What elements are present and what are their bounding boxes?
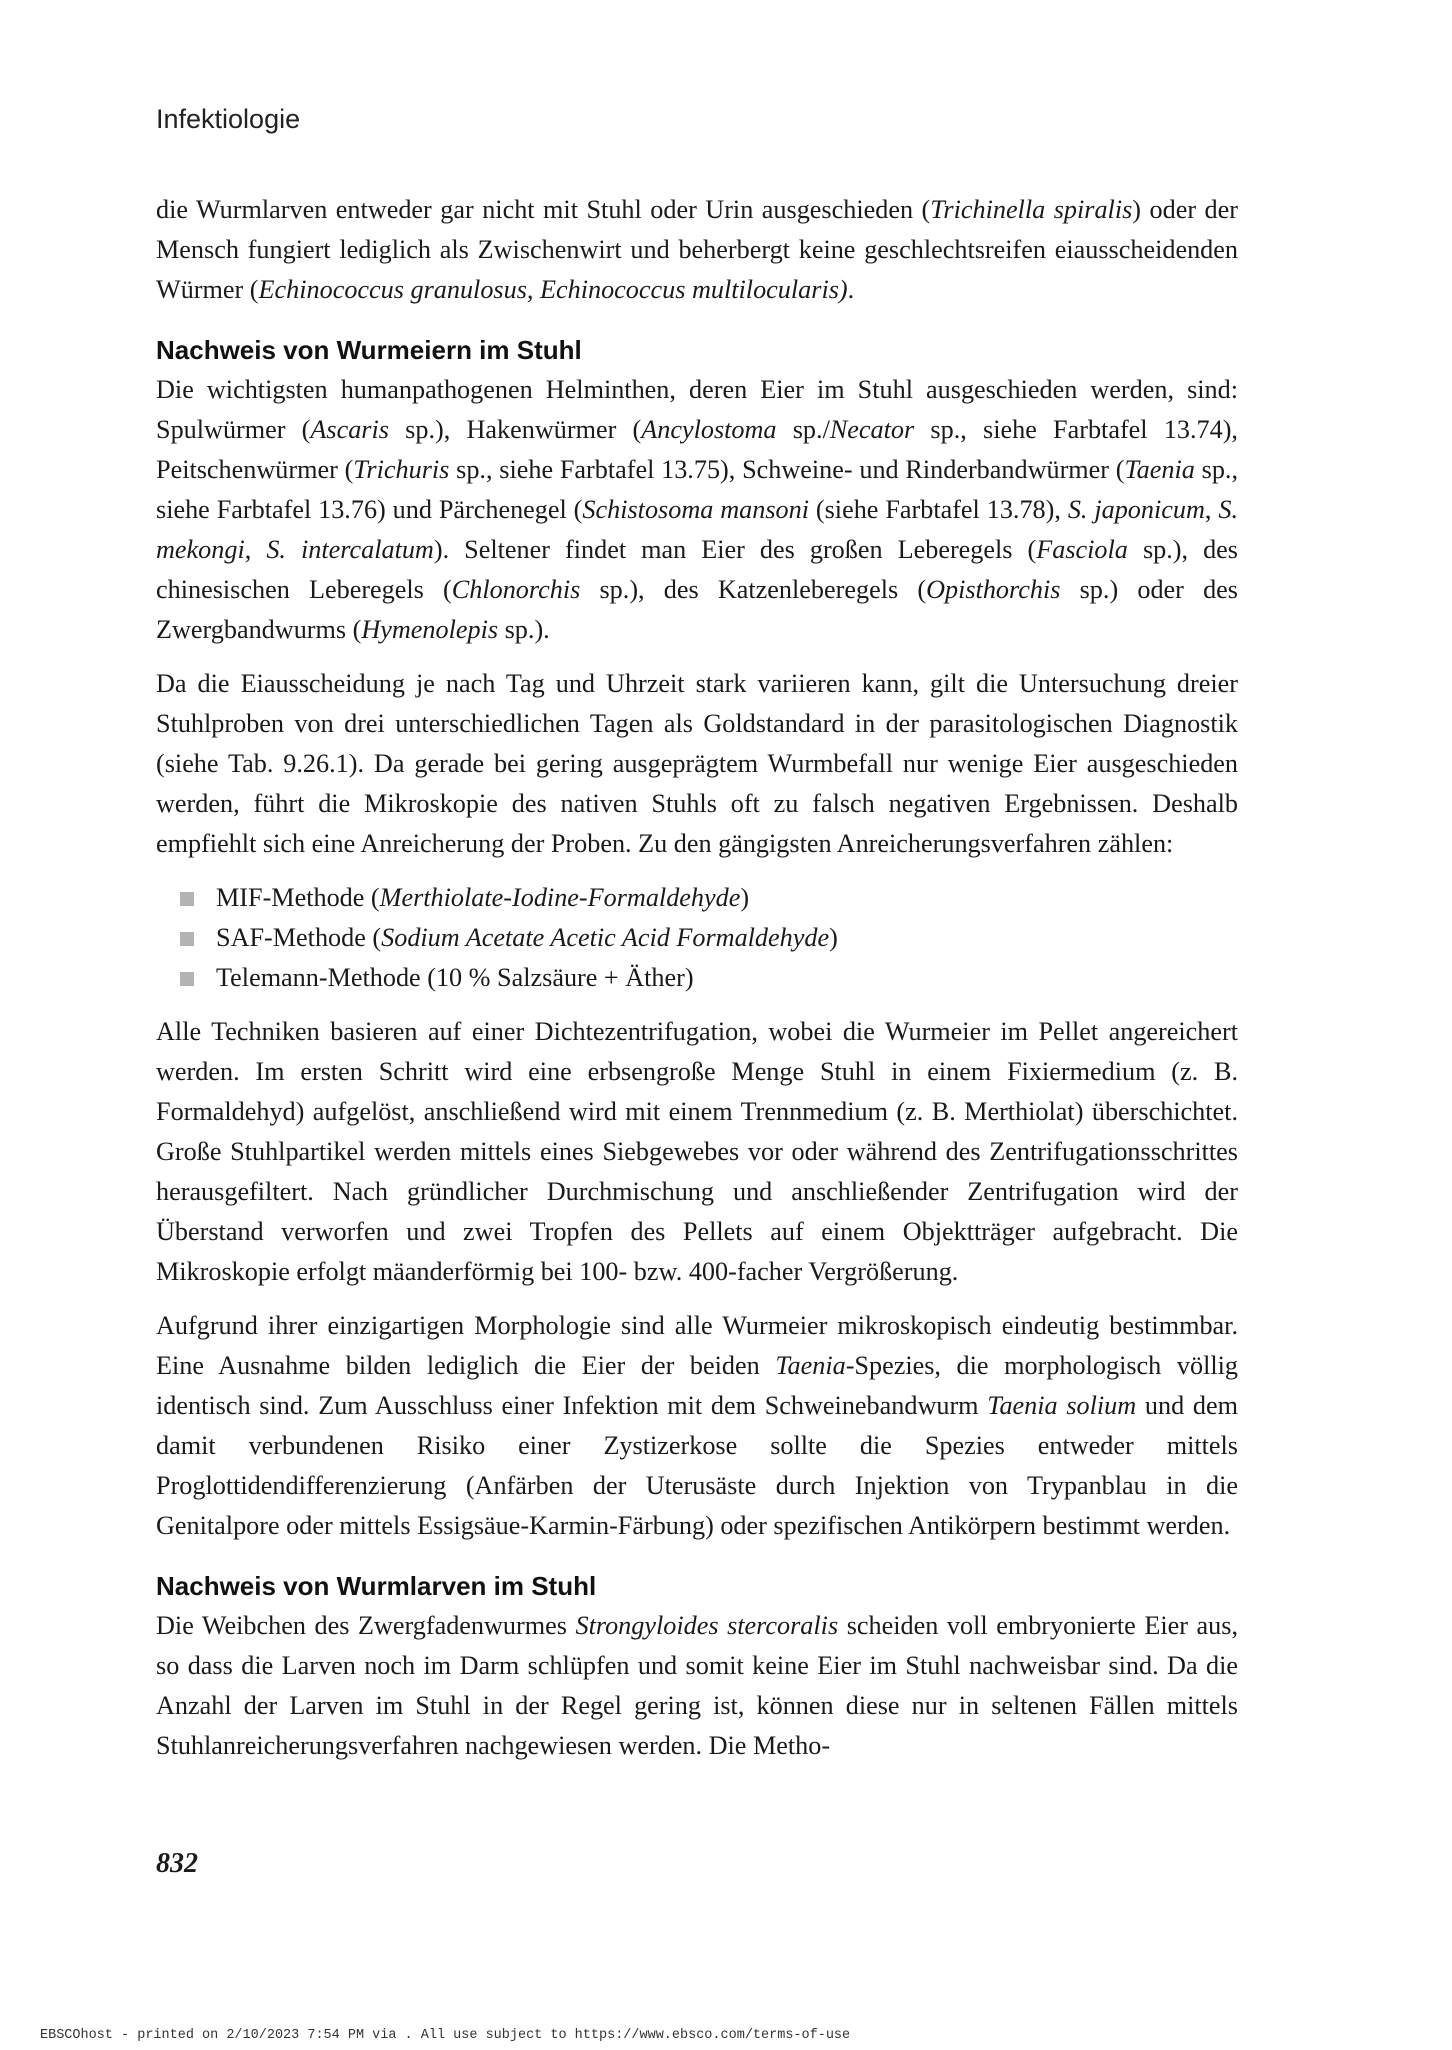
- paragraph-helminthen: Die wichtigsten humanpathogenen Helminthen, deren Eier im Stuhl ausgeschieden werden, sind: Spulwürmer (Ascaris sp.), Hakenwürmer (Ancylostoma sp./Necator sp., siehe Farbtafel 13.74), Peitschenwürmer (Trichuris sp., siehe Farbtafel 13.75), Schweine- und Rinderbandwürmer (Taenia sp., siehe Farbtafel 13.76) und Pärchenegel (Schistosoma mansoni (siehe Farbtafel 13.78), S. japonicum, S. mekongi, S. intercalatum). Seltener findet man Eier des großen Leberegels (Fasciola sp.), des chinesischen Leberegels (Chlonorchis sp.), des Katzenleberegels (Opisthorchis sp.) oder des Zwergbandwurms (Hymenolepis sp.).: [156, 375, 1239, 644]
- section-heading-wurmeier: Nachweis von Wurmeiern im Stuhl: [156, 335, 582, 365]
- list-item: SAF-Methode (Sodium Acetate Acetic Acid Formaldehyde): [180, 918, 1238, 958]
- list-item: Telemann-Methode (10 % Salzsäure + Äther): [180, 958, 1238, 998]
- list-item: MIF-Methode (Merthiolate-Iodine-Formaldehyde): [180, 878, 1238, 918]
- paragraph-eiausscheidung: Da die Eiausscheidung je nach Tag und Uhrzeit stark variieren kann, gilt die Untersuchung dreier Stuhlproben von drei unterschiedlichen Tagen als Goldstandard in der parasitologischen Diagnostik (siehe Tab. 9.26.1). Da gerade bei gering ausgeprägtem Wurmbefall nur wenige Eier ausgeschieden werden, führt die Mikroskopie des nativen Stuhls oft zu falsch negativen Ergebnissen. Deshalb empfiehlt sich eine Anreicherung der Proben. Zu den gängigsten Anreicherungsverfahren zählen:: [156, 669, 1238, 858]
- running-head: Infektiologie: [156, 104, 301, 134]
- page-number: 832: [156, 1848, 198, 1879]
- print-footer: EBSCOhost - printed on 2/10/2023 7:54 PM via . All use subject to https://www.ebsco.com/terms-of-use: [40, 2028, 851, 2043]
- paragraph-intro: die Wurmlarven entweder gar nicht mit Stuhl oder Urin ausgeschieden (Trichinella spiralis) oder der Mensch fungiert lediglich als Zwischenwirt und beherbergt keine geschlechtsreifen eiausscheidenden Würmer (Echinococcus granulosus, Echinococcus multilocularis).: [156, 195, 1238, 304]
- square-bullet-icon: [180, 972, 194, 986]
- paragraph-morphologie: Aufgrund ihrer einzigartigen Morphologie sind alle Wurmeier mikroskopisch eindeutig bestimmbar. Eine Ausnahme bilden lediglich die Eier der beiden Taenia-Spezies, die morphologisch völlig identisch sind. Zum Ausschluss einer Infektion mit dem Schweinebandwurm Taenia solium und dem damit verbundenen Risiko einer Zystizerkose sollte die Spezies entweder mittels Proglottidendifferenzierung (Anfärben der Uterusäste durch Injektion von Trypanblau in die Genitalpore oder mittels Essigsäue-Karmin-Färbung) oder spezifischen Antikörpern bestimmt werden.: [156, 1311, 1239, 1540]
- section-heading-wurmlarven: Nachweis von Wurmlarven im Stuhl: [156, 1571, 597, 1601]
- square-bullet-icon: [180, 932, 194, 946]
- main-text: [156, 190, 1238, 1766]
- paragraph-techniken: Alle Techniken basieren auf einer Dichtezentrifugation, wobei die Wurmeier im Pellet angereichert werden. Im ersten Schritt wird eine erbsengroße Menge Stuhl in einem Fixiermedium (z. B. Formaldehyd) aufgelöst, anschließend wird mit einem Trennmedium (z. B. Merthiolat) überschichtet. Große Stuhlpartikel werden mittels eines Siebgewebes vor oder während des Zentrifugationsschrittes herausgefiltert. Nach gründlicher Durchmischung und anschließender Zentrifugation wird der Überstand verworfen und zwei Tropfen des Pellets auf einem Objektträger aufgebracht. Die Mikroskopie erfolgt mäanderförmig bei 100- bzw. 400-facher Vergrößerung.: [156, 1017, 1238, 1286]
- square-bullet-icon: [180, 892, 194, 906]
- paragraph-strongyloides: Die Weibchen des Zwergfadenwurmes Strongyloides stercoralis scheiden voll embryonierte Eier aus, so dass die Larven noch im Darm schlüpfen und somit keine Eier im Stuhl nachweisbar sind. Da die Anzahl der Larven im Stuhl in der Regel gering ist, können diese nur in seltenen Fällen mittels Stuhlanreicherungsverfahren nachgewiesen werden. Die Metho-: [156, 1611, 1238, 1760]
- method-list: [156, 878, 1238, 998]
